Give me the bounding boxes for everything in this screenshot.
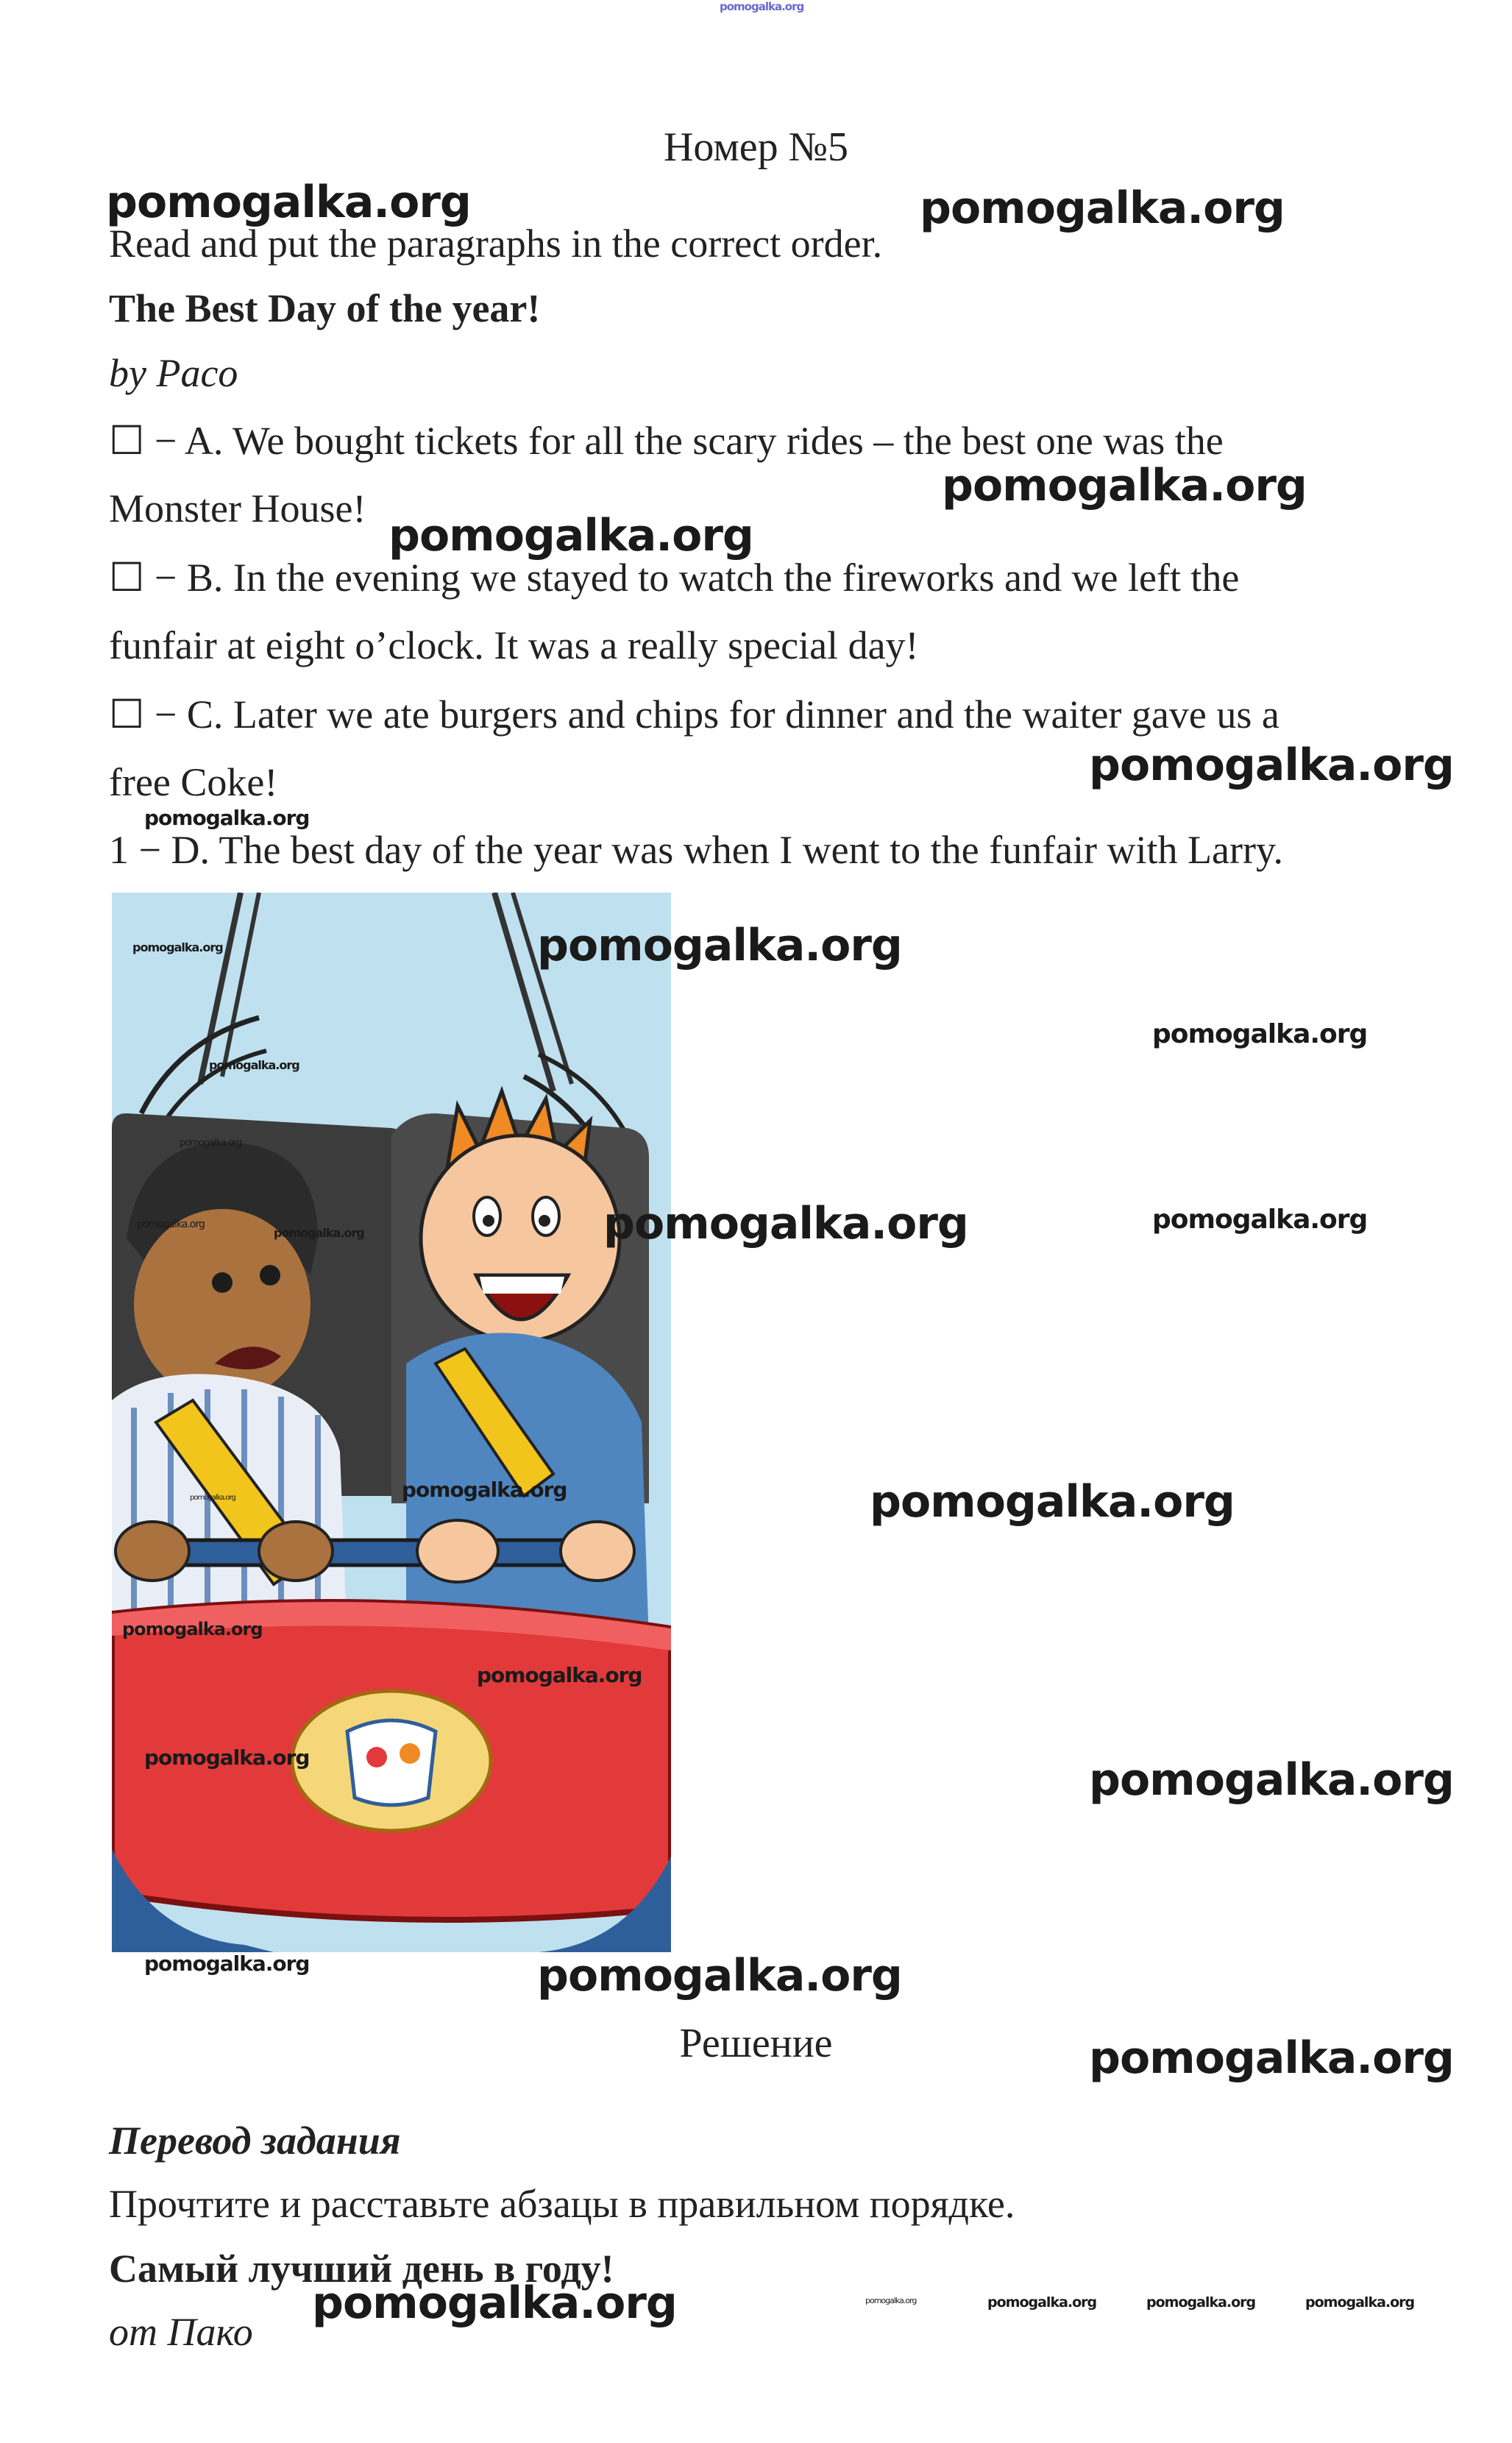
- watermark-14: pomogalka.org: [1152, 1205, 1368, 1235]
- watermark-2: pomogalka.org: [920, 182, 1285, 234]
- funfair-ride-illustration: [112, 893, 671, 1952]
- watermark-20: pomogalka.org: [122, 1619, 263, 1639]
- paragraph-d-line1: 1 − D. The best day of the year was when I went to the funfair with Larry.: [109, 828, 1283, 872]
- paragraph-c-line2: free Coke!: [109, 760, 278, 804]
- watermark-7: pomogalka.org: [603, 1198, 968, 1249]
- paragraph-b-line2: funfair at eight o’clock. It was a really special day!: [109, 623, 919, 667]
- translation-instruction: Прочтите и расставьте абзацы в правильном порядке.: [109, 2182, 1015, 2226]
- watermark-1: pomogalka.org: [106, 177, 471, 228]
- paragraph-b-line1: ☐ − B. In the evening we stayed to watch the fireworks and we left the: [109, 556, 1240, 600]
- watermark-6: pomogalka.org: [537, 920, 902, 971]
- watermark-22: pomogalka.org: [209, 1058, 299, 1072]
- watermark-29: pomogalka.org: [1146, 2294, 1256, 2311]
- watermark-15: pomogalka.org: [144, 806, 310, 830]
- watermark-12: pomogalka.org: [312, 2277, 677, 2329]
- watermark-23: pomogalka.org: [180, 1138, 242, 1149]
- watermark-27: pomogalka.org: [865, 2296, 917, 2305]
- paragraph-a-line1: ☐ − A. We bought tickets for all the scary rides – the best one was the: [109, 419, 1224, 463]
- watermark-30: pomogalka.org: [1305, 2294, 1415, 2311]
- watermark-17: pomogalka.org: [477, 1663, 642, 1687]
- watermark-8: pomogalka.org: [870, 1476, 1235, 1528]
- watermark-5: pomogalka.org: [1089, 740, 1454, 791]
- watermark-3: pomogalka.org: [942, 460, 1307, 511]
- watermark-10: pomogalka.org: [537, 1950, 902, 2001]
- watermark-4: pomogalka.org: [388, 510, 753, 561]
- paragraph-a-line2: Monster House!: [109, 486, 366, 531]
- watermark-13: pomogalka.org: [1152, 1019, 1368, 1049]
- page-title: Номер №5: [663, 124, 849, 170]
- watermark-11: pomogalka.org: [1089, 2032, 1454, 2084]
- watermark-19: pomogalka.org: [144, 1951, 310, 1976]
- story-author: by Paco: [109, 351, 238, 395]
- translation-author: от Пако: [109, 2310, 253, 2354]
- watermark-24: pomogalka.org: [137, 1219, 205, 1230]
- watermark-16: pomogalka.org: [402, 1478, 567, 1502]
- watermark-21: pomogalka.org: [132, 940, 223, 954]
- solution-label: Решение: [679, 2021, 833, 2066]
- translation-heading: Перевод задания: [109, 2118, 401, 2163]
- task-instruction: Read and put the paragraphs in the correct order.: [109, 221, 883, 266]
- paragraph-c-line1: ☐ − C. Later we ate burgers and chips for dinner and the waiter gave us a: [109, 692, 1279, 737]
- watermark-25: pomogalka.org: [274, 1226, 364, 1240]
- translation-title: Самый лучший день в году!: [109, 2247, 614, 2291]
- watermark-18: pomogalka.org: [144, 1745, 310, 1770]
- watermark-26: pomogalka.org: [190, 1494, 235, 1502]
- story-title: The Best Day of the year!: [109, 286, 541, 330]
- watermark-28: pomogalka.org: [987, 2294, 1097, 2311]
- watermark-9: pomogalka.org: [1089, 1754, 1454, 1806]
- watermark-top: pomogalka.org: [720, 0, 804, 13]
